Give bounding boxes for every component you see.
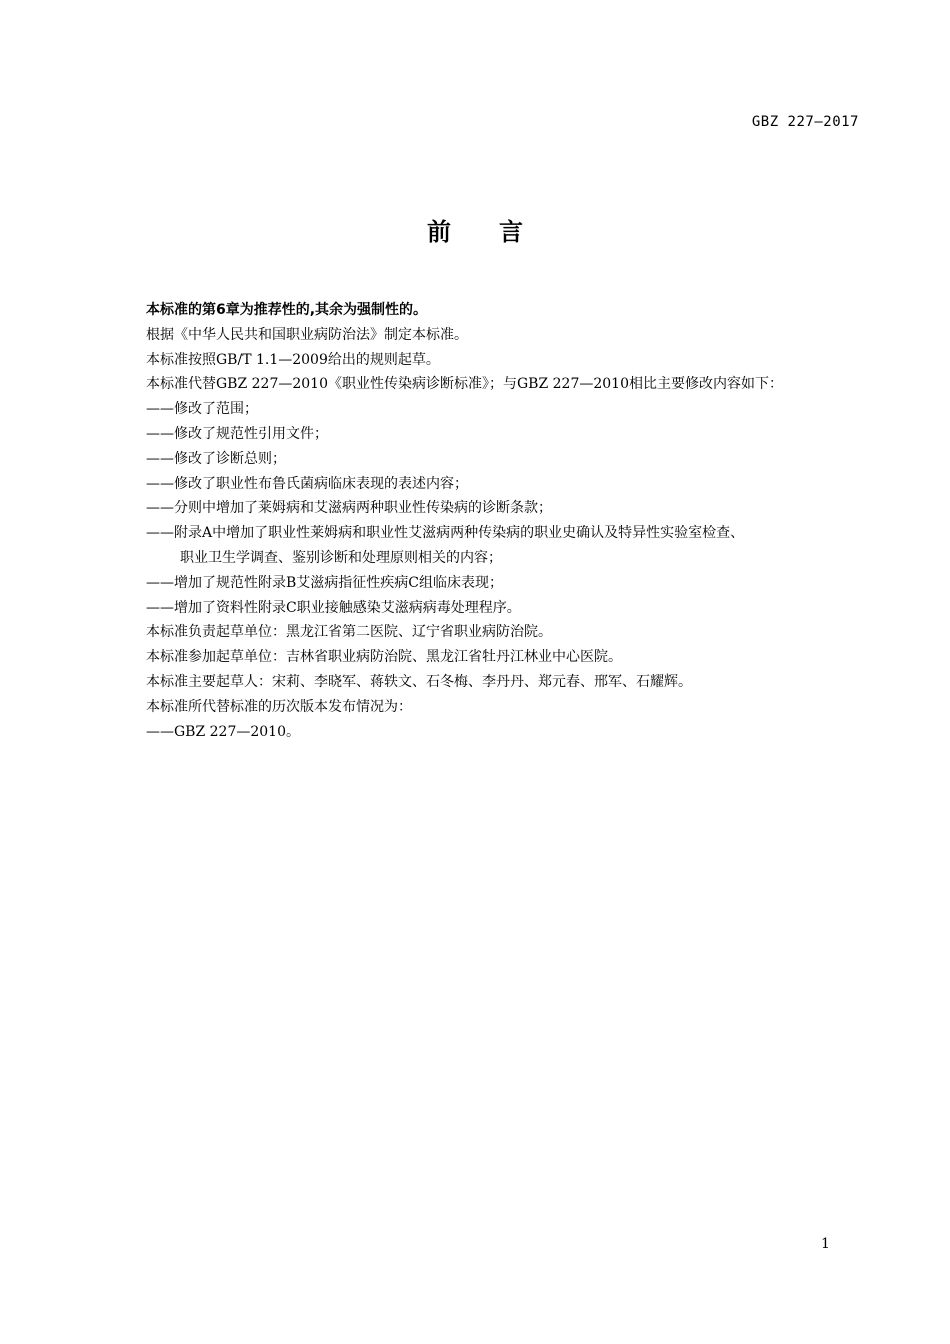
page-title: 前言	[427, 218, 571, 246]
list-item: ——附录A中增加了职业性莱姆病和职业性艾滋病两种传染病的职业史确认及特异性实验室检查、	[146, 525, 745, 542]
foreword-body	[146, 298, 866, 744]
paragraph-line: 本标准主要起草人：宋莉、李晓军、蒋轶文、石冬梅、李丹丹、郑元春、邢军、石耀辉。	[146, 673, 692, 690]
list-item: ——GBZ 227—2010。	[146, 723, 300, 740]
list-item: ——修改了诊断总则；	[146, 450, 286, 467]
list-item: ——分则中增加了莱姆病和艾滋病两种职业性传染病的诊断条款；	[146, 500, 552, 517]
paragraph-line: 本标准的第6章为推荐性的,其余为强制性的。	[146, 302, 428, 318]
paragraph-line: 本标准代替GBZ 227—2010《职业性传染病诊断标准》；与GBZ 227—2010相比主要修改内容如下：	[146, 376, 783, 393]
list-item: ——修改了范围；	[146, 401, 258, 418]
paragraph-line: 本标准按照GB/T 1.1—2009给出的规则起草。	[146, 351, 440, 368]
paragraph-line: 本标准参加起草单位：吉林省职业病防治院、黑龙江省牡丹江林业中心医院。	[146, 649, 622, 666]
list-item: ——增加了规范性附录B艾滋病指征性疾病C组临床表现；	[146, 574, 503, 591]
list-item: ——修改了职业性布鲁氏菌病临床表现的表述内容；	[146, 475, 468, 492]
paragraph-line: 本标准负责起草单位：黑龙江省第二医院、辽宁省职业病防治院。	[146, 624, 552, 641]
list-item: ——修改了规范性引用文件；	[146, 425, 328, 442]
paragraph-line: 根据《中华人民共和国职业病防治法》制定本标准。	[146, 326, 468, 343]
list-item-continuation: 职业卫生学调查、鉴别诊断和处理原则相关的内容；	[180, 549, 502, 566]
page-number: 1	[821, 1236, 830, 1252]
standard-code: GBZ 227—2017	[751, 114, 859, 130]
list-item: ——增加了资料性附录C职业接触感染艾滋病病毒处理程序。	[146, 599, 521, 616]
paragraph-line: 本标准所代替标准的历次版本发布情况为：	[146, 698, 412, 715]
